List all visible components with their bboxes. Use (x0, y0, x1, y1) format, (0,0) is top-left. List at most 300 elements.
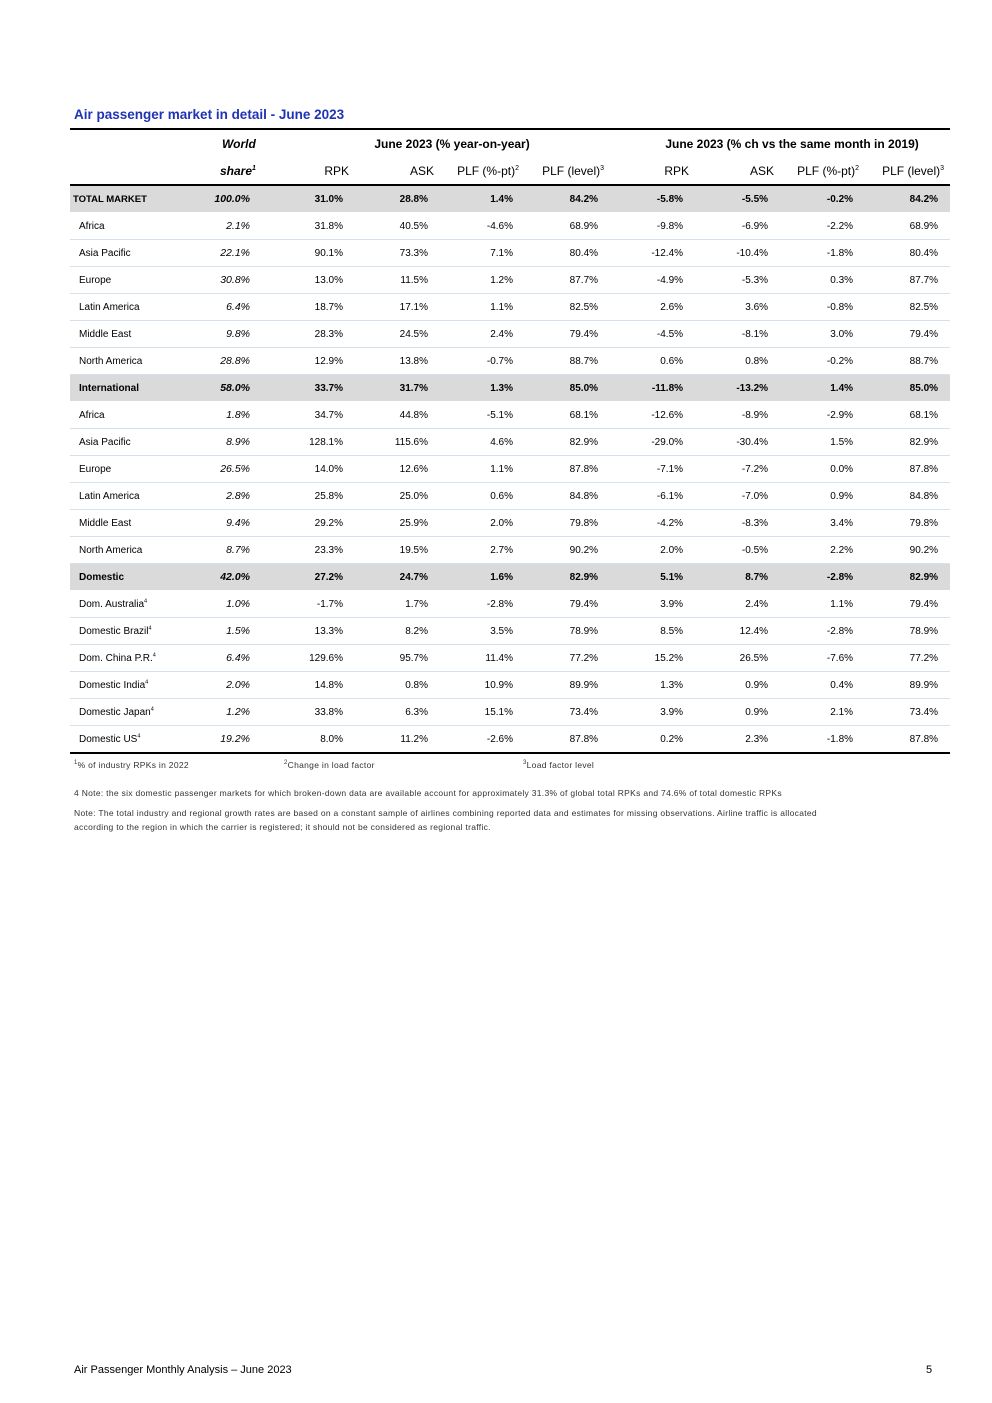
value-cell: -4.9% (610, 267, 695, 294)
value-cell: 33.8% (270, 699, 355, 726)
header-world: World (200, 129, 270, 157)
value-cell: 14.0% (270, 456, 355, 483)
value-cell: 12.4% (695, 618, 780, 645)
row-label (70, 185, 200, 213)
value-cell: -5.8% (610, 185, 695, 213)
value-cell: -0.5% (695, 537, 780, 564)
value-cell: 1.2% (440, 267, 525, 294)
value-cell: 3.9% (610, 591, 695, 618)
value-cell: 1.7% (355, 591, 440, 618)
value-cell: 44.8% (355, 402, 440, 429)
passenger-market-table-container (70, 128, 950, 754)
value-cell: 19.5% (355, 537, 440, 564)
table-row (70, 240, 950, 267)
header-plf-pt-2019 (780, 157, 865, 185)
value-cell: 80.4% (865, 240, 950, 267)
value-cell: 84.8% (865, 483, 950, 510)
value-cell: -11.8% (610, 375, 695, 402)
value-cell: -2.9% (780, 402, 865, 429)
value-cell: 1.4% (780, 375, 865, 402)
value-cell: 7.1% (440, 240, 525, 267)
value-cell: 4.6% (440, 429, 525, 456)
value-cell: -7.6% (780, 645, 865, 672)
value-cell: 13.0% (270, 267, 355, 294)
footnote-3-sup: 3 (523, 760, 527, 767)
world-share-cell: 1.8% (200, 402, 270, 429)
row-label-text: Dom. Australia (79, 598, 145, 610)
value-cell: 11.4% (440, 645, 525, 672)
footnote-2 (284, 760, 375, 770)
world-share-cell: 26.5% (200, 456, 270, 483)
value-cell: 85.0% (865, 375, 950, 402)
row-label-sup: 4 (148, 625, 152, 632)
header-blank (70, 129, 200, 157)
value-cell: -7.1% (610, 456, 695, 483)
value-cell: 79.4% (525, 321, 610, 348)
value-cell: 2.4% (440, 321, 525, 348)
value-cell: -2.2% (780, 213, 865, 240)
value-cell: 15.2% (610, 645, 695, 672)
value-cell: 2.2% (780, 537, 865, 564)
value-cell: 1.1% (440, 294, 525, 321)
value-cell: 40.5% (355, 213, 440, 240)
value-cell: -6.1% (610, 483, 695, 510)
row-label (70, 348, 200, 375)
footnote-2-sup: 2 (284, 760, 288, 767)
value-cell: -4.6% (440, 213, 525, 240)
row-label (70, 375, 200, 402)
row-label (70, 645, 200, 672)
value-cell: 2.4% (695, 591, 780, 618)
row-label-text: Europe (79, 463, 112, 475)
value-cell: -1.8% (780, 240, 865, 267)
value-cell: 77.2% (865, 645, 950, 672)
world-share-cell: 6.4% (200, 294, 270, 321)
value-cell: 68.1% (865, 402, 950, 429)
world-share-cell: 2.1% (200, 213, 270, 240)
value-cell: 31.7% (355, 375, 440, 402)
value-cell: -5.3% (695, 267, 780, 294)
value-cell: 8.7% (695, 564, 780, 591)
table-row (70, 699, 950, 726)
header-plf-level-sup-2: 3 (940, 164, 945, 172)
value-cell: 0.8% (355, 672, 440, 699)
row-label (70, 591, 200, 618)
header-group-yoy: June 2023 (% year-on-year) (270, 129, 610, 157)
table-row (70, 402, 950, 429)
value-cell: 2.0% (440, 510, 525, 537)
value-cell: 3.5% (440, 618, 525, 645)
value-cell: -29.0% (610, 429, 695, 456)
value-cell: -4.2% (610, 510, 695, 537)
value-cell: 3.6% (695, 294, 780, 321)
value-cell: 129.6% (270, 645, 355, 672)
value-cell: 68.9% (865, 213, 950, 240)
footnote-4: 4 Note: the six domestic passenger markets for which broken-down data are available account for approximately 31.3% of global total RPKs and 74.6% of total domestic RPKs (74, 788, 782, 798)
world-share-cell: 28.8% (200, 348, 270, 375)
value-cell: 14.8% (270, 672, 355, 699)
value-cell: 25.8% (270, 483, 355, 510)
value-cell: 90.2% (525, 537, 610, 564)
table-row (70, 510, 950, 537)
value-cell: 23.3% (270, 537, 355, 564)
row-label-text: International (79, 382, 140, 394)
row-label-text: Domestic US (79, 733, 138, 745)
header-share-label: share (220, 163, 253, 178)
value-cell: 0.6% (610, 348, 695, 375)
table-row (70, 618, 950, 645)
value-cell: 84.2% (525, 185, 610, 213)
row-label-sup: 4 (144, 598, 148, 605)
value-cell: 6.3% (355, 699, 440, 726)
value-cell: 79.4% (865, 321, 950, 348)
header-plf-pt-yoy (440, 157, 525, 185)
table-row (70, 726, 950, 754)
row-label (70, 537, 200, 564)
value-cell: 82.5% (525, 294, 610, 321)
value-cell: 33.7% (270, 375, 355, 402)
value-cell: -8.1% (695, 321, 780, 348)
table-row (70, 456, 950, 483)
value-cell: 87.8% (525, 456, 610, 483)
footnote-2-text: Change in load factor (287, 760, 375, 770)
value-cell: 73.4% (865, 699, 950, 726)
value-cell: 0.0% (780, 456, 865, 483)
world-share-cell: 1.5% (200, 618, 270, 645)
value-cell: 68.9% (525, 213, 610, 240)
table-row (70, 564, 950, 591)
table-row (70, 213, 950, 240)
value-cell: 0.2% (610, 726, 695, 754)
table-row (70, 591, 950, 618)
value-cell: 88.7% (525, 348, 610, 375)
value-cell: 2.6% (610, 294, 695, 321)
row-label-text: Domestic Brazil (79, 625, 149, 637)
row-label-text: Europe (79, 274, 112, 286)
value-cell: 87.8% (525, 726, 610, 754)
row-label (70, 456, 200, 483)
value-cell: 79.4% (865, 591, 950, 618)
value-cell: 128.1% (270, 429, 355, 456)
row-label-text: Asia Pacific (79, 247, 131, 259)
value-cell: -9.8% (610, 213, 695, 240)
world-share-cell: 58.0% (200, 375, 270, 402)
value-cell: 85.0% (525, 375, 610, 402)
world-share-cell: 22.1% (200, 240, 270, 267)
value-cell: -13.2% (695, 375, 780, 402)
value-cell: 1.3% (610, 672, 695, 699)
value-cell: 8.0% (270, 726, 355, 754)
world-share-cell: 1.2% (200, 699, 270, 726)
value-cell: 1.4% (440, 185, 525, 213)
row-label (70, 618, 200, 645)
value-cell: 2.3% (695, 726, 780, 754)
header-plf-level-2019 (865, 157, 950, 185)
value-cell: 87.7% (525, 267, 610, 294)
header-plf-pt-sup-2: 2 (855, 164, 860, 172)
note-line-1: Note: The total industry and regional growth rates are based on a constant sample of airlines combining reported data and estimates for missing observations. Airline traffic is allocated (74, 808, 817, 818)
value-cell: 0.3% (780, 267, 865, 294)
header-rpk-yoy: RPK (270, 157, 355, 185)
value-cell: 73.3% (355, 240, 440, 267)
value-cell: 31.8% (270, 213, 355, 240)
footnote-1 (74, 760, 189, 770)
value-cell: -7.2% (695, 456, 780, 483)
value-cell: 0.9% (695, 699, 780, 726)
footnote-1-text: % of industry RPKs in 2022 (77, 760, 189, 770)
value-cell: 3.4% (780, 510, 865, 537)
row-label (70, 267, 200, 294)
value-cell: 24.5% (355, 321, 440, 348)
header-ask-yoy: ASK (355, 157, 440, 185)
value-cell: -5.1% (440, 402, 525, 429)
world-share-cell: 1.0% (200, 591, 270, 618)
row-label-text: North America (79, 355, 143, 367)
header-plf-pt-label: PLF (%-pt) (457, 163, 516, 178)
value-cell: -6.9% (695, 213, 780, 240)
row-label (70, 564, 200, 591)
row-label (70, 726, 200, 754)
footnote-1-sup: 1 (74, 760, 78, 767)
value-cell: 88.7% (865, 348, 950, 375)
row-label-text: Middle East (79, 328, 132, 340)
value-cell: 87.8% (865, 726, 950, 754)
header-row-groups (70, 129, 950, 157)
row-label (70, 510, 200, 537)
value-cell: 12.6% (355, 456, 440, 483)
value-cell: 89.9% (525, 672, 610, 699)
value-cell: 1.1% (440, 456, 525, 483)
value-cell: 2.7% (440, 537, 525, 564)
world-share-cell: 6.4% (200, 645, 270, 672)
value-cell: 0.9% (695, 672, 780, 699)
value-cell: 13.3% (270, 618, 355, 645)
row-label (70, 483, 200, 510)
value-cell: -2.6% (440, 726, 525, 754)
value-cell: 8.5% (610, 618, 695, 645)
value-cell: 31.0% (270, 185, 355, 213)
footnote-3-text: Load factor level (526, 760, 595, 770)
value-cell: -0.7% (440, 348, 525, 375)
header-plf-level-label-2: PLF (level) (882, 163, 941, 178)
value-cell: 11.5% (355, 267, 440, 294)
value-cell: 82.9% (865, 429, 950, 456)
row-label-text: Domestic (79, 571, 125, 583)
value-cell: 0.4% (780, 672, 865, 699)
world-share-cell: 100.0% (200, 185, 270, 213)
note-line-2: according to the region in which the carrier is registered; it should not be considered as regional traffic. (74, 822, 491, 832)
value-cell: -2.8% (780, 564, 865, 591)
row-label-sup: 4 (152, 652, 156, 659)
value-cell: 79.8% (865, 510, 950, 537)
header-blank-2 (70, 157, 200, 185)
row-label-text: Africa (79, 220, 105, 232)
value-cell: 84.2% (865, 185, 950, 213)
value-cell: 95.7% (355, 645, 440, 672)
value-cell: 34.7% (270, 402, 355, 429)
value-cell: 0.8% (695, 348, 780, 375)
value-cell: -0.2% (780, 348, 865, 375)
footnote-3 (523, 760, 594, 770)
value-cell: -12.6% (610, 402, 695, 429)
value-cell: 82.9% (865, 564, 950, 591)
value-cell: 25.0% (355, 483, 440, 510)
value-cell: 90.1% (270, 240, 355, 267)
row-label-sup: 4 (145, 679, 149, 686)
value-cell: 1.6% (440, 564, 525, 591)
table-row (70, 267, 950, 294)
value-cell: 89.9% (865, 672, 950, 699)
world-share-cell: 8.7% (200, 537, 270, 564)
row-label (70, 213, 200, 240)
table-row (70, 537, 950, 564)
footer-title: Air Passenger Monthly Analysis – June 2023 (74, 1364, 292, 1376)
row-label-sup: 4 (150, 706, 154, 713)
value-cell: 79.8% (525, 510, 610, 537)
row-label (70, 672, 200, 699)
header-ask-2019: ASK (695, 157, 780, 185)
value-cell: 10.9% (440, 672, 525, 699)
row-label (70, 402, 200, 429)
value-cell: 18.7% (270, 294, 355, 321)
value-cell: 68.1% (525, 402, 610, 429)
table-row (70, 672, 950, 699)
passenger-market-table (70, 128, 950, 754)
value-cell: -1.8% (780, 726, 865, 754)
value-cell: -2.8% (780, 618, 865, 645)
value-cell: 78.9% (525, 618, 610, 645)
value-cell: -8.3% (695, 510, 780, 537)
value-cell: 0.9% (780, 483, 865, 510)
value-cell: 12.9% (270, 348, 355, 375)
value-cell: 82.5% (865, 294, 950, 321)
row-label (70, 294, 200, 321)
value-cell: 28.3% (270, 321, 355, 348)
table-row (70, 321, 950, 348)
table-row (70, 185, 950, 213)
header-plf-level-label: PLF (level) (542, 163, 601, 178)
value-cell: 5.1% (610, 564, 695, 591)
value-cell: -7.0% (695, 483, 780, 510)
page-number: 5 (926, 1364, 933, 1376)
table-row (70, 375, 950, 402)
table-row (70, 429, 950, 456)
value-cell: 27.2% (270, 564, 355, 591)
value-cell: 73.4% (525, 699, 610, 726)
table-row (70, 294, 950, 321)
value-cell: 25.9% (355, 510, 440, 537)
world-share-cell: 42.0% (200, 564, 270, 591)
row-label-text: Dom. China P.R. (79, 652, 153, 664)
value-cell: 84.8% (525, 483, 610, 510)
row-label-text: Latin America (79, 490, 140, 502)
value-cell: 3.0% (780, 321, 865, 348)
value-cell: 13.8% (355, 348, 440, 375)
value-cell: 82.9% (525, 564, 610, 591)
value-cell: -30.4% (695, 429, 780, 456)
table-row (70, 645, 950, 672)
value-cell: 26.5% (695, 645, 780, 672)
value-cell: 15.1% (440, 699, 525, 726)
value-cell: -10.4% (695, 240, 780, 267)
value-cell: -0.8% (780, 294, 865, 321)
row-label-text: Asia Pacific (79, 436, 131, 448)
header-plf-pt-sup: 2 (515, 164, 519, 172)
world-share-cell: 9.4% (200, 510, 270, 537)
row-label-sup: 4 (137, 733, 141, 740)
value-cell: 82.9% (525, 429, 610, 456)
value-cell: -1.7% (270, 591, 355, 618)
value-cell: 87.7% (865, 267, 950, 294)
world-share-cell: 19.2% (200, 726, 270, 754)
row-label-text: Africa (79, 409, 105, 421)
row-label-text: North America (79, 544, 143, 556)
header-share (200, 157, 270, 185)
row-label-text: Domestic Japan (79, 706, 151, 718)
row-label-text: Middle East (79, 517, 132, 529)
row-label-text: Latin America (79, 301, 140, 313)
world-share-cell: 8.9% (200, 429, 270, 456)
value-cell: 1.5% (780, 429, 865, 456)
world-share-cell: 30.8% (200, 267, 270, 294)
value-cell: 87.8% (865, 456, 950, 483)
value-cell: 115.6% (355, 429, 440, 456)
row-label (70, 699, 200, 726)
value-cell: 8.2% (355, 618, 440, 645)
value-cell: 11.2% (355, 726, 440, 754)
table-row (70, 483, 950, 510)
row-label-text: Domestic India (79, 679, 146, 691)
value-cell: 2.0% (610, 537, 695, 564)
header-group-2019: June 2023 (% ch vs the same month in 2019) (610, 129, 950, 157)
value-cell: 80.4% (525, 240, 610, 267)
value-cell: 2.1% (780, 699, 865, 726)
value-cell: 29.2% (270, 510, 355, 537)
row-label (70, 321, 200, 348)
world-share-cell: 9.8% (200, 321, 270, 348)
value-cell: 90.2% (865, 537, 950, 564)
value-cell: -12.4% (610, 240, 695, 267)
value-cell: 24.7% (355, 564, 440, 591)
value-cell: 28.8% (355, 185, 440, 213)
value-cell: 79.4% (525, 591, 610, 618)
page-title: Air passenger market in detail - June 2023 (74, 107, 345, 122)
header-plf-level-sup: 3 (600, 164, 605, 172)
value-cell: -8.9% (695, 402, 780, 429)
world-share-cell: 2.8% (200, 483, 270, 510)
header-plf-level-yoy (525, 157, 610, 185)
row-label-text: TOTAL MARKET (73, 193, 147, 205)
header-rpk-2019: RPK (610, 157, 695, 185)
value-cell: -4.5% (610, 321, 695, 348)
header-plf-pt-label-2: PLF (%-pt) (797, 163, 856, 178)
header-row-columns (70, 157, 950, 185)
row-label (70, 240, 200, 267)
value-cell: 78.9% (865, 618, 950, 645)
table-row (70, 348, 950, 375)
value-cell: 1.3% (440, 375, 525, 402)
value-cell: -0.2% (780, 185, 865, 213)
value-cell: -5.5% (695, 185, 780, 213)
row-label (70, 429, 200, 456)
world-share-cell: 2.0% (200, 672, 270, 699)
value-cell: 1.1% (780, 591, 865, 618)
table-body (70, 185, 950, 753)
value-cell: 77.2% (525, 645, 610, 672)
value-cell: -2.8% (440, 591, 525, 618)
value-cell: 0.6% (440, 483, 525, 510)
value-cell: 17.1% (355, 294, 440, 321)
